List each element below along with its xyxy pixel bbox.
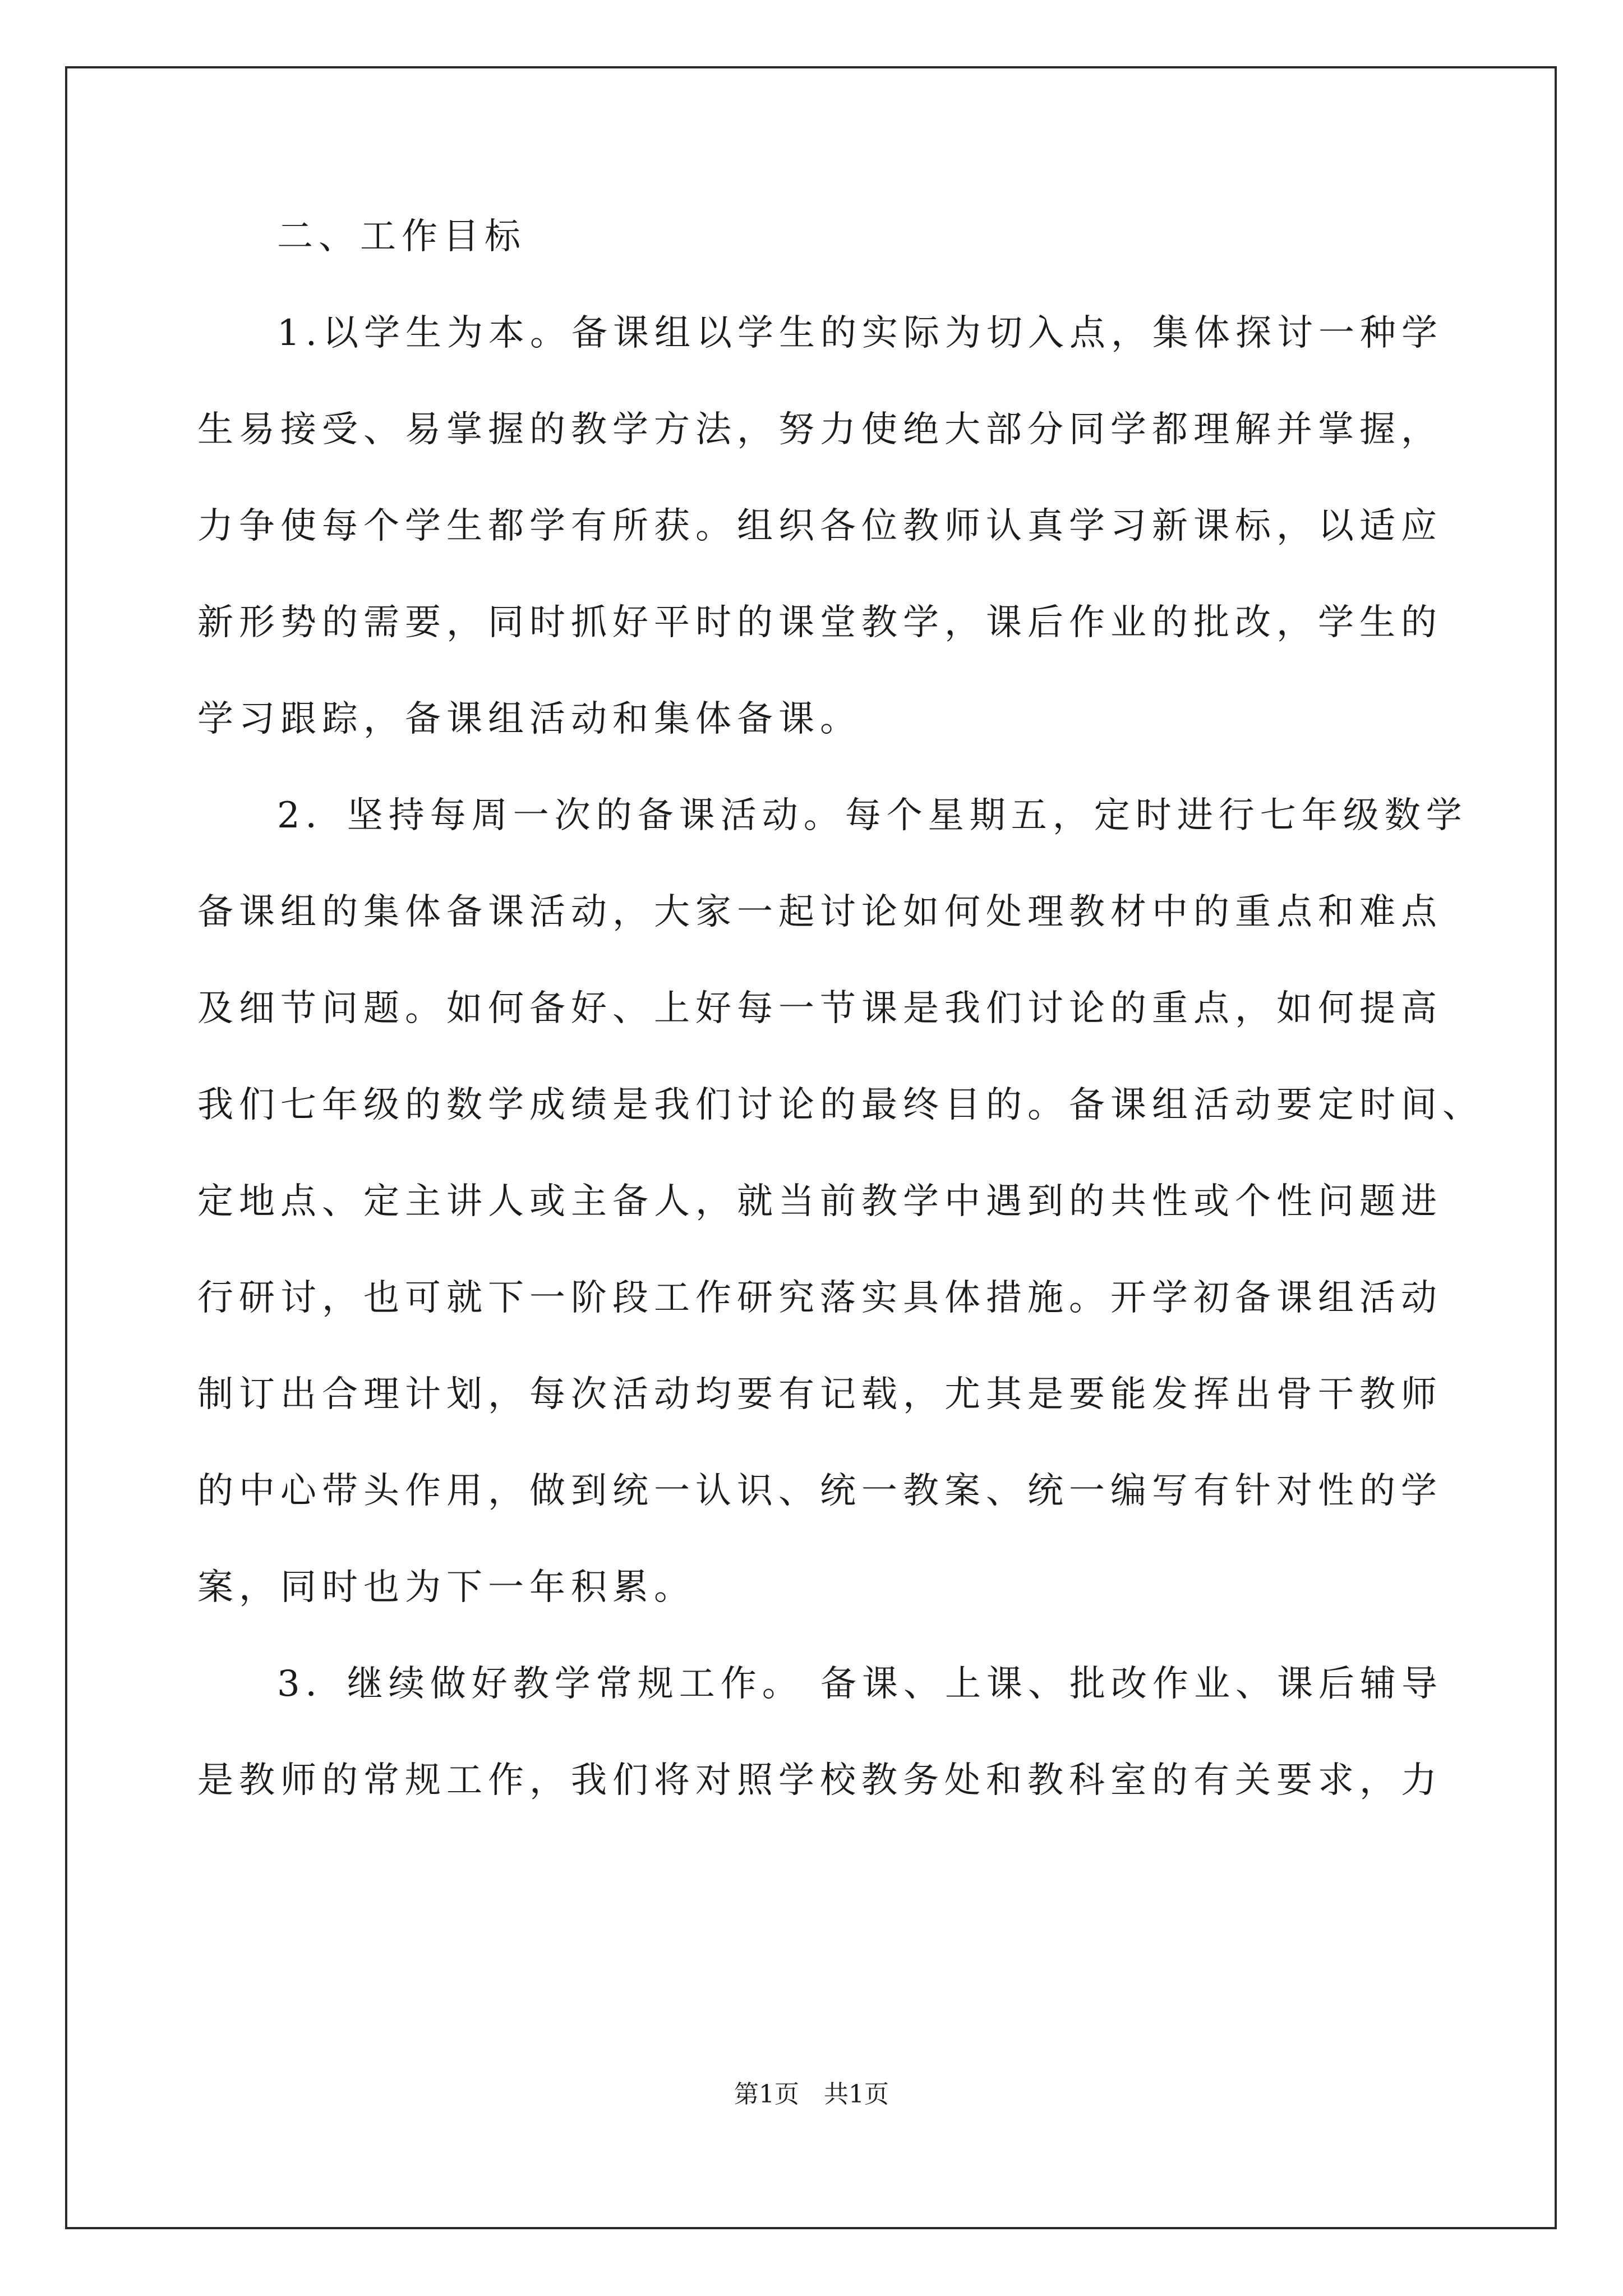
paragraph-line: 1.以学生为本。备课组以学生的实际为切入点，集体探讨一种学 [277,312,1444,354]
paragraph-line: 案，同时也为下一年积累。 [197,1567,695,1608]
paragraph-line: 备课组的集体备课活动，大家一起讨论如何处理教材中的重点和难点 [197,891,1442,933]
paragraph-line: 行研讨，也可就下一阶段工作研究落实具体措施。开学初备课组活动 [197,1277,1442,1319]
section-heading: 二、工作目标 [277,216,526,257]
paragraph-line: 力争使每个学生都学有所获。组织各位教师认真学习新课标，以适应 [197,505,1442,547]
page-number-footer: 第1页 共1页 [734,2080,889,2109]
paragraph-line: 及细节问题。如何备好、上好每一节课是我们讨论的重点，如何提高 [197,988,1442,1029]
paragraph-line: 3．继续做好教学常规工作。 备课、上课、批改作业、课后辅导 [277,1663,1444,1705]
paragraph-line: 2．坚持每周一次的备课活动。每个星期五，定时进行七年级数学 [277,795,1468,836]
paragraph-line: 制订出合理计划，每次活动均要有记载，尤其是要能发挥出骨干教师 [197,1374,1442,1415]
paragraph-line: 定地点、定主讲人或主备人，就当前教学中遇到的共性或个性问题进 [197,1181,1442,1222]
paragraph-line: 新形势的需要，同时抓好平时的课堂教学，课后作业的批改，学生的 [197,602,1442,643]
paragraph-line: 我们七年级的数学成绩是我们讨论的最终目的。备课组活动要定时间、 [197,1084,1484,1126]
paragraph-line: 生易接受、易掌握的教学方法，努力使绝大部分同学都理解并掌握， [197,409,1442,450]
paragraph-line: 学习跟踪，备课组活动和集体备课。 [197,698,861,740]
paragraph-line: 是教师的常规工作，我们将对照学校教务处和教科室的有关要求，力 [197,1760,1442,1801]
document-body [197,214,1484,1855]
paragraph-line: 的中心带头作用，做到统一认识、统一教案、统一编写有针对性的学 [197,1470,1442,1512]
